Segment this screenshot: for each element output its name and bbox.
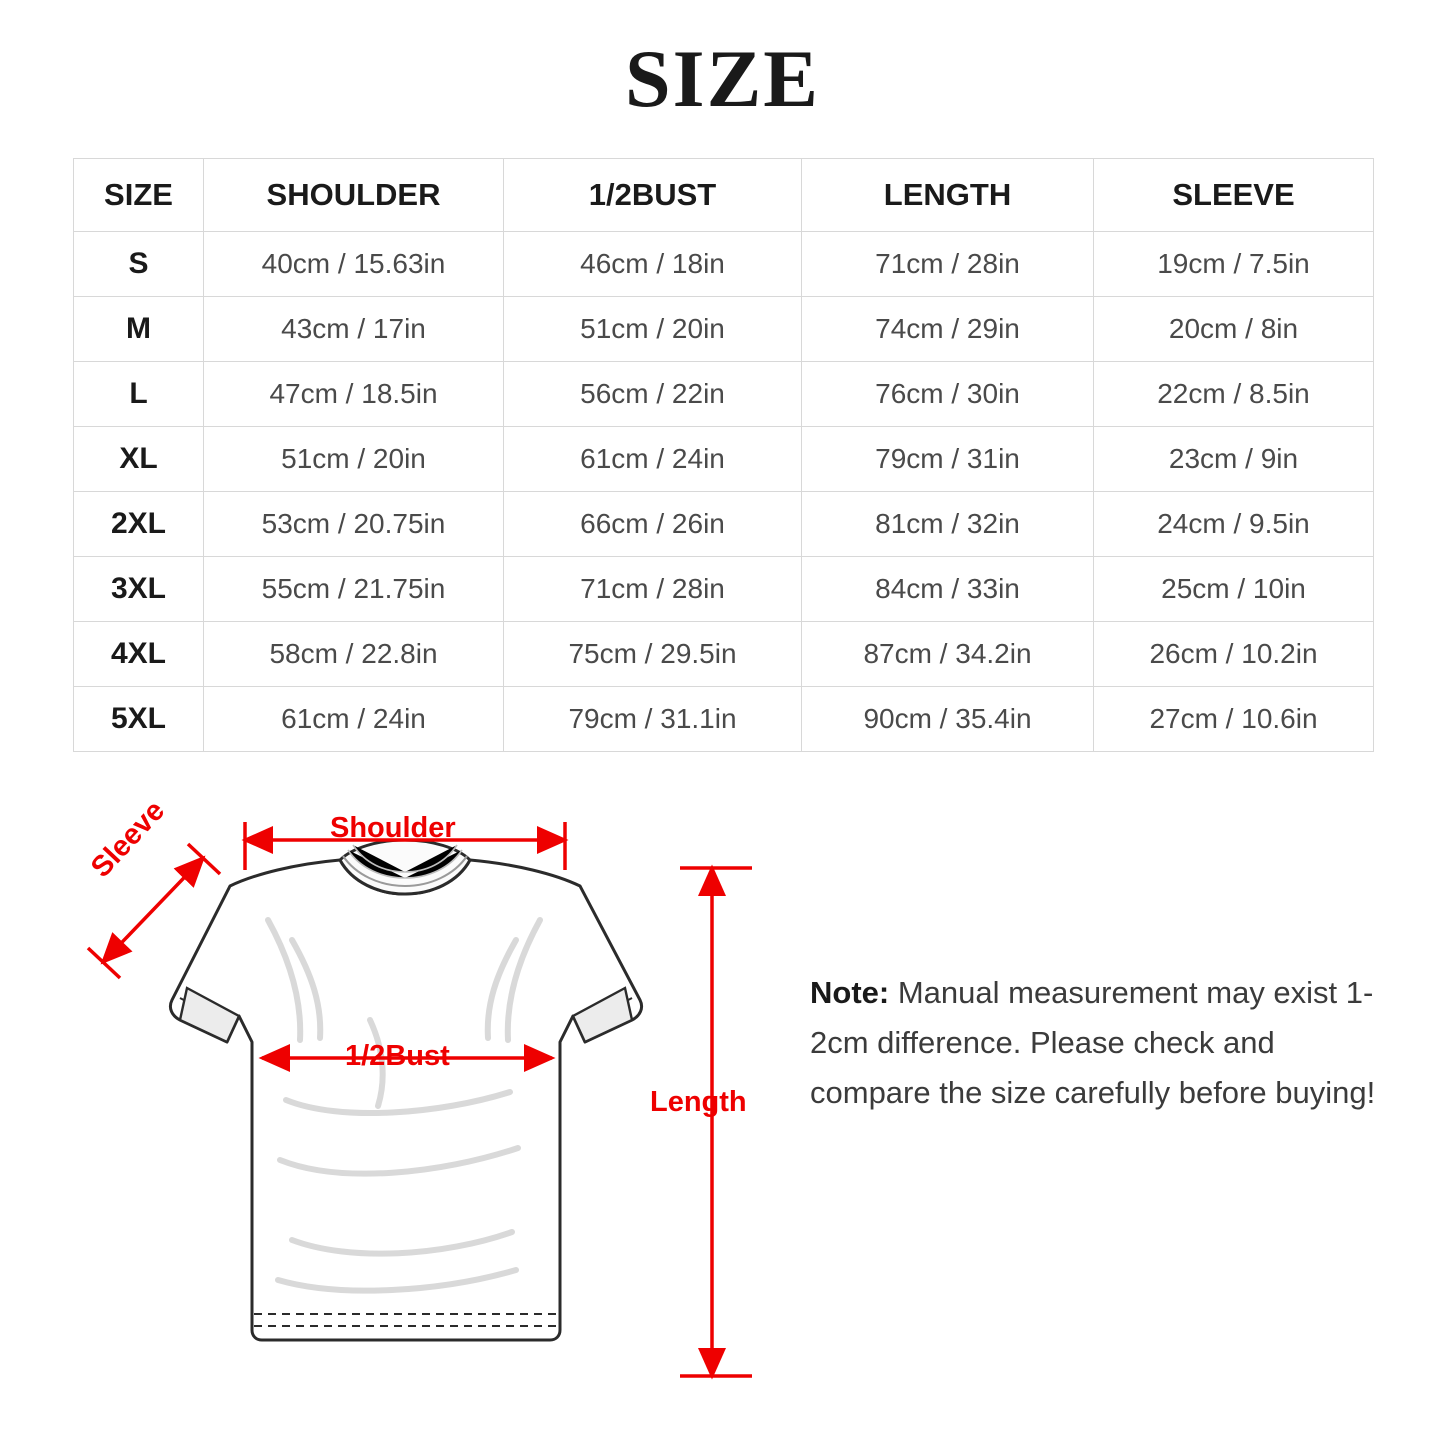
table-row	[74, 557, 1374, 622]
length-measure-line	[680, 868, 752, 1376]
cell-length: 76cm / 30in	[802, 362, 1094, 427]
cell-shoulder: 58cm / 22.8in	[204, 622, 504, 687]
cell-bust: 46cm / 18in	[504, 232, 802, 297]
cell-size: 2XL	[74, 492, 204, 557]
table-row	[74, 297, 1374, 362]
note-prefix: Note:	[810, 975, 890, 1010]
table-header	[74, 159, 1374, 232]
tshirt-outline	[170, 840, 641, 1340]
cell-length: 84cm / 33in	[802, 557, 1094, 622]
cell-bust: 75cm / 29.5in	[504, 622, 802, 687]
cell-shoulder: 55cm / 21.75in	[204, 557, 504, 622]
cell-shoulder: 51cm / 20in	[204, 427, 504, 492]
cell-sleeve: 27cm / 10.6in	[1094, 687, 1374, 752]
cell-sleeve: 26cm / 10.2in	[1094, 622, 1374, 687]
column-header-sleeve: SLEEVE	[1094, 159, 1374, 232]
cell-bust: 61cm / 24in	[504, 427, 802, 492]
cell-length: 74cm / 29in	[802, 297, 1094, 362]
column-header-size: SIZE	[74, 159, 204, 232]
note-body: Manual measurement may exist 1-2cm difference. Please check and compare the size carefully before buying!	[810, 975, 1376, 1111]
cell-size: L	[74, 362, 204, 427]
column-header-length: LENGTH	[802, 159, 1094, 232]
table-row	[74, 492, 1374, 557]
cell-bust: 56cm / 22in	[504, 362, 802, 427]
cell-bust: 71cm / 28in	[504, 557, 802, 622]
cell-size: XL	[74, 427, 204, 492]
cell-sleeve: 22cm / 8.5in	[1094, 362, 1374, 427]
cell-sleeve: 25cm / 10in	[1094, 557, 1374, 622]
cell-length: 81cm / 32in	[802, 492, 1094, 557]
cell-length: 90cm / 35.4in	[802, 687, 1094, 752]
table-row	[74, 232, 1374, 297]
cell-sleeve: 20cm / 8in	[1094, 297, 1374, 362]
cell-length: 71cm / 28in	[802, 232, 1094, 297]
cell-length: 79cm / 31in	[802, 427, 1094, 492]
cell-sleeve: 19cm / 7.5in	[1094, 232, 1374, 297]
note-text	[810, 968, 1390, 1119]
table-row	[74, 362, 1374, 427]
cell-shoulder: 43cm / 17in	[204, 297, 504, 362]
size-table	[73, 158, 1374, 752]
label-shoulder: Shoulder	[330, 812, 456, 844]
label-sleeve: Sleeve	[85, 794, 172, 884]
cell-size: 5XL	[74, 687, 204, 752]
cell-length: 87cm / 34.2in	[802, 622, 1094, 687]
cell-size: 4XL	[74, 622, 204, 687]
page-title: SIZE	[625, 33, 820, 124]
cell-size: 3XL	[74, 557, 204, 622]
cell-shoulder: 61cm / 24in	[204, 687, 504, 752]
cell-sleeve: 24cm / 9.5in	[1094, 492, 1374, 557]
cell-size: M	[74, 297, 204, 362]
column-header-shoulder: SHOULDER	[204, 159, 504, 232]
label-bust: 1/2Bust	[345, 1040, 450, 1072]
table-header-row	[74, 159, 1374, 232]
cell-sleeve: 23cm / 9in	[1094, 427, 1374, 492]
cell-shoulder: 53cm / 20.75in	[204, 492, 504, 557]
cell-bust: 79cm / 31.1in	[504, 687, 802, 752]
cell-bust: 51cm / 20in	[504, 297, 802, 362]
cell-size: S	[74, 232, 204, 297]
cell-shoulder: 40cm / 15.63in	[204, 232, 504, 297]
cell-bust: 66cm / 26in	[504, 492, 802, 557]
table-row	[74, 622, 1374, 687]
cell-shoulder: 47cm / 18.5in	[204, 362, 504, 427]
table-body	[74, 232, 1374, 752]
table-row	[74, 427, 1374, 492]
table-row	[74, 687, 1374, 752]
column-header-bust: 1/2BUST	[504, 159, 802, 232]
label-length: Length	[650, 1086, 747, 1118]
